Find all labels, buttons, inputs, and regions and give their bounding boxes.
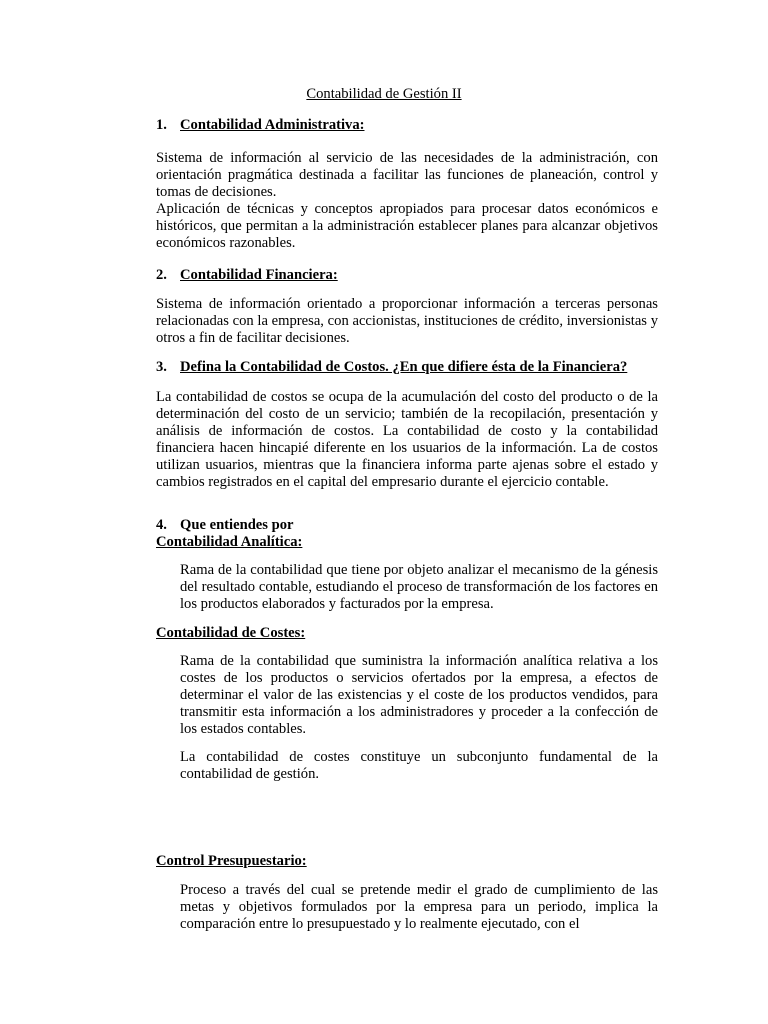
section-2-heading [156,267,658,284]
section-4-title: Que entiendes por [180,517,294,533]
contabilidad-costes-paragraph-2: La contabilidad de costes constituye un subconjunto fundamental de la contabilidad de gestión. [180,749,658,782]
contabilidad-costes-paragraph-1: Rama de la contabilidad que suministra la información analítica relativa a los costes de los productos o servicios ofertados por la empresa, a efectos de determinar el valor de las existencias y el coste de los productos vendidos, para transmitir esta información a los administradores y proceder a la confección de los estados contables. [180,653,658,737]
section-3-paragraph-1: La contabilidad de costos se ocupa de la acumulación del costo del producto o de la determinación del costo de un servicio; también de la recopilación, presentación y análisis de información de costos. La contabilidad de costo y la contabilidad financiera hacen hincapié diferente en los usuarios de la información. La de costos utilizan usuarios, mientras que la financiera informa parte ajenas sobre el estado y cambios registrados en el capital del empresario durante el ejercicio contable. [156,389,658,490]
section-2-paragraph-1: Sistema de información orientado a proporcionar información a terceras personas relacionadas con la empresa, con accionistas, instituciones de crédito, inversionistas y otros a fin de facilitar decisiones. [156,296,658,346]
control-presupuestario-heading: Control Presupuestario: [156,853,307,869]
contabilidad-costes-heading: Contabilidad de Costes: [156,625,306,641]
contabilidad-analitica-heading: Contabilidad Analítica: [156,534,303,550]
section-1-title: Contabilidad Administrativa: [180,117,365,133]
section-4-number: 4. [156,517,167,533]
section-1-heading [156,117,658,134]
document-title: Contabilidad de Gestión II [306,86,462,102]
section-2-number: 2. [156,267,167,283]
section-1-paragraph-1: Sistema de información al servicio de las necesidades de la administración, con orientación pragmática destinada a facilitar las funciones de planeación, control y tomas de decisiones. [156,150,658,200]
section-3-number: 3. [156,359,167,375]
section-3-title: Defina la Contabilidad de Costos. ¿En que difiere ésta de la Financiera? [180,359,628,375]
section-3-heading [156,359,658,376]
section-1-number: 1. [156,117,167,133]
section-2-title: Contabilidad Financiera: [180,267,338,283]
section-4-heading [156,517,658,534]
section-1-paragraph-2: Aplicación de técnicas y conceptos apropiados para procesar datos económicos e históricos, que permitan a la administración establecer planes para alcanzar objetivos económicos razonables. [156,201,658,251]
contabilidad-analitica-paragraph: Rama de la contabilidad que tiene por objeto analizar el mecanismo de la génesis del resultado contable, estudiando el proceso de transformación de los factores en los productos elaborados y facturados por la empresa. [180,562,658,612]
control-presupuestario-paragraph: Proceso a través del cual se pretende medir el grado de cumplimiento de las metas y objetivos formulados por la empresa para un periodo, implica la comparación entre lo presupuestado y lo realmente ejecutado, con el [180,882,658,932]
